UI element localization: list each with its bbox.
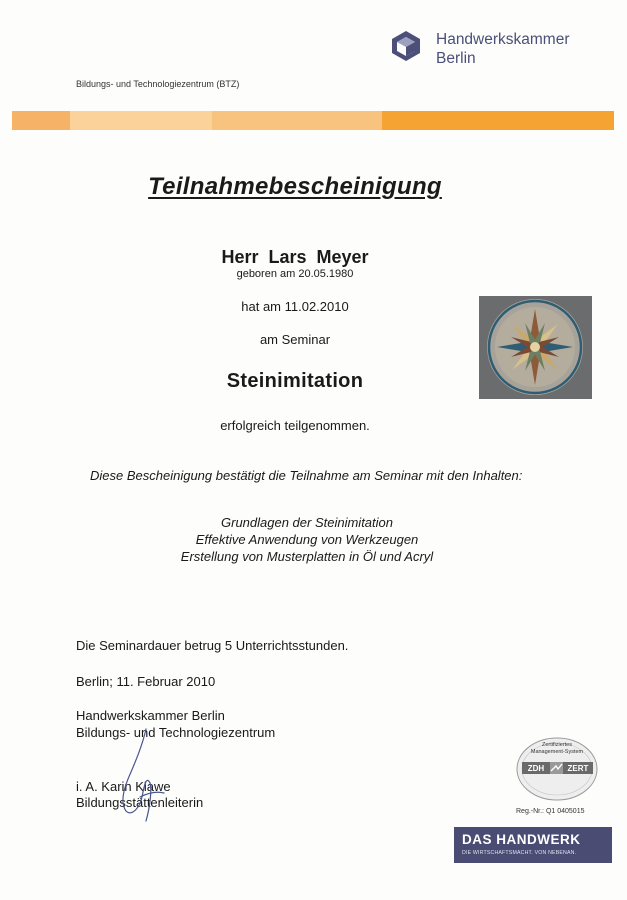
- band-segment-2: [70, 111, 212, 130]
- registration-number: Reg.-Nr.: Q1 0405015: [516, 808, 585, 815]
- center-name: Bildungs- und Technologiezentrum (BTZ): [76, 79, 240, 89]
- band-segment-3: [212, 111, 382, 130]
- certificate-title: Teilnahmebescheinigung: [148, 173, 442, 200]
- birth-date: geboren am 20.05.1980: [236, 268, 354, 280]
- das-handwerk-wordmark: DAS HANDWERK: [462, 832, 581, 847]
- place-date: Berlin; 11. Februar 2010: [76, 674, 216, 689]
- issuer-line2: Bildungs- und Technologiezentrum: [76, 725, 276, 740]
- organization-name-line2: Berlin: [436, 50, 476, 67]
- handwritten-signature-icon: [106, 727, 186, 827]
- event-date: hat am 11.02.2010: [241, 299, 349, 314]
- das-handwerk-tagline: DIE WIRTSCHAFTSMACHT. VON NEBENAN.: [462, 850, 577, 856]
- organization-name-line1: Handwerkskammer: [436, 31, 570, 48]
- das-handwerk-logo: [454, 827, 612, 863]
- color-band: [12, 111, 614, 130]
- signatory-role: Bildungsstättenleiterin: [76, 795, 204, 810]
- participant-name: Herr Lars Meyer: [221, 247, 369, 267]
- seal-mark-left: ZDH: [527, 764, 545, 773]
- handwerkskammer-logo-icon: [390, 30, 422, 62]
- content-item: Grundlagen der Steinimitation: [221, 515, 393, 530]
- result-text: erfolgreich teilgenommen.: [220, 418, 370, 433]
- duration-text: Die Seminardauer betrug 5 Unterrichtsstunden.: [76, 638, 349, 653]
- signatory-name: i. A. Karin Klawe: [76, 779, 171, 794]
- seal-caption: [515, 742, 599, 755]
- organization-name: [436, 30, 570, 68]
- content-item: Erstellung von Musterplatten in Öl und Acryl: [180, 549, 434, 564]
- seminar-topic: Steinimitation: [226, 370, 364, 392]
- seminar-contents: [0, 514, 614, 565]
- event-type: am Seminar: [259, 332, 331, 347]
- seal-caption-line1: Zertifiziertes: [542, 742, 572, 748]
- confirmation-text: Diese Bescheinigung bestätigt die Teilnahme am Seminar mit den Inhalten:: [90, 468, 523, 483]
- content-item: Effektive Anwendung von Werkzeugen: [195, 532, 419, 547]
- band-segment-4: [382, 111, 614, 130]
- issuer-line1: Handwerkskammer Berlin: [76, 708, 225, 723]
- band-segment-1: [12, 111, 70, 130]
- stone-sample-image: [479, 296, 592, 399]
- seal-caption-line2: Management-System: [530, 748, 584, 755]
- seal-mark-right: ZERT: [567, 764, 589, 773]
